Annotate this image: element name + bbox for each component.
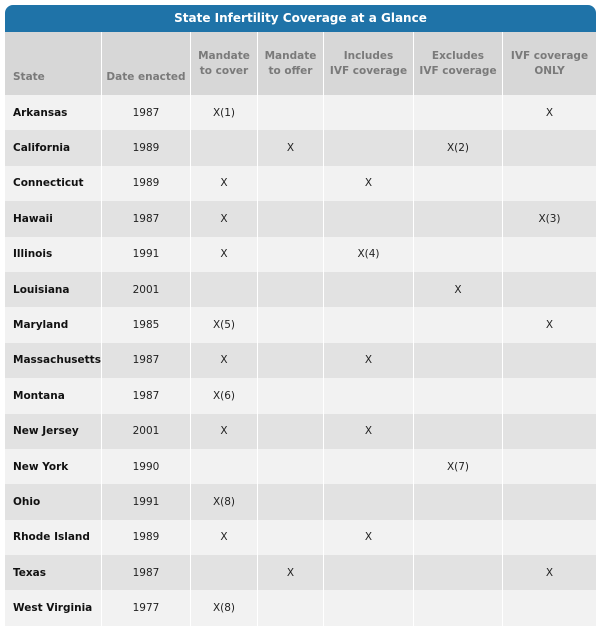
cell-cover <box>191 555 258 590</box>
header-excludes-ivf <box>414 32 503 95</box>
cell-excludes <box>414 555 503 590</box>
cell-ivf-only: X <box>503 555 596 590</box>
cell-ivf-only <box>503 343 596 378</box>
cell-ivf-only <box>503 590 596 625</box>
cell-cover: X <box>191 237 258 272</box>
cell-date: 1990 <box>102 449 191 484</box>
cell-state: Louisiana <box>5 272 102 307</box>
cell-excludes <box>414 237 503 272</box>
cell-includes: X <box>324 166 414 201</box>
table-title: State Infertility Coverage at a Glance <box>5 5 596 32</box>
cell-state: Arkansas <box>5 95 102 130</box>
header-includes-ivf-line1: Includes <box>343 49 394 62</box>
cell-offer <box>258 520 324 555</box>
cell-cover: X(5) <box>191 307 258 342</box>
header-includes-ivf <box>324 32 414 95</box>
table-row <box>5 449 596 484</box>
table-row <box>5 484 596 519</box>
cell-cover: X <box>191 201 258 236</box>
cell-excludes <box>414 201 503 236</box>
cell-ivf-only <box>503 272 596 307</box>
cell-includes <box>324 95 414 130</box>
table-row <box>5 555 596 590</box>
coverage-table <box>5 32 596 626</box>
cell-cover: X <box>191 414 258 449</box>
cell-cover <box>191 272 258 307</box>
cell-includes: X(4) <box>324 237 414 272</box>
header-date-enacted: Date enacted <box>102 32 191 95</box>
cell-ivf-only <box>503 414 596 449</box>
table-row <box>5 272 596 307</box>
cell-date: 1987 <box>102 343 191 378</box>
header-ivf-only-line2: ONLY <box>534 64 565 77</box>
cell-state: Texas <box>5 555 102 590</box>
cell-date: 2001 <box>102 414 191 449</box>
cell-offer <box>258 590 324 625</box>
cell-includes <box>324 272 414 307</box>
cell-offer <box>258 166 324 201</box>
cell-offer <box>258 414 324 449</box>
cell-state: Maryland <box>5 307 102 342</box>
cell-ivf-only: X <box>503 307 596 342</box>
cell-state: Montana <box>5 378 102 413</box>
cell-date: 1977 <box>102 590 191 625</box>
cell-date: 1987 <box>102 95 191 130</box>
header-ivf-only <box>503 32 596 95</box>
cell-cover: X <box>191 166 258 201</box>
cell-state: Illinois <box>5 237 102 272</box>
table-row <box>5 307 596 342</box>
cell-date: 1987 <box>102 201 191 236</box>
cell-offer <box>258 449 324 484</box>
table-row <box>5 414 596 449</box>
table-row <box>5 130 596 165</box>
cell-state: Connecticut <box>5 166 102 201</box>
cell-date: 1989 <box>102 520 191 555</box>
cell-offer: X <box>258 555 324 590</box>
cell-cover: X(8) <box>191 484 258 519</box>
header-mandate-to-offer-line1: Mandate <box>264 49 317 62</box>
cell-includes: X <box>324 414 414 449</box>
header-row <box>5 32 596 95</box>
table-row <box>5 590 596 625</box>
cell-ivf-only <box>503 520 596 555</box>
cell-cover: X(8) <box>191 590 258 625</box>
cell-excludes <box>414 343 503 378</box>
cell-cover: X <box>191 343 258 378</box>
cell-includes <box>324 555 414 590</box>
header-includes-ivf-line2: IVF coverage <box>329 64 408 77</box>
cell-excludes: X <box>414 272 503 307</box>
cell-excludes <box>414 484 503 519</box>
cell-cover: X <box>191 520 258 555</box>
cell-includes <box>324 378 414 413</box>
cell-state: Rhode Island <box>5 520 102 555</box>
cell-date: 1991 <box>102 237 191 272</box>
table-row <box>5 378 596 413</box>
table-row <box>5 166 596 201</box>
cell-includes: X <box>324 343 414 378</box>
cell-ivf-only: X(3) <box>503 201 596 236</box>
header-excludes-ivf-line2: IVF coverage <box>419 64 497 77</box>
cell-state: Hawaii <box>5 201 102 236</box>
cell-offer <box>258 378 324 413</box>
cell-state: New Jersey <box>5 414 102 449</box>
cell-cover <box>191 130 258 165</box>
cell-excludes <box>414 414 503 449</box>
cell-includes: X <box>324 520 414 555</box>
cell-offer <box>258 484 324 519</box>
header-mandate-to-cover-line1: Mandate <box>198 49 250 62</box>
cell-offer <box>258 201 324 236</box>
cell-date: 1987 <box>102 555 191 590</box>
cell-cover <box>191 449 258 484</box>
cell-excludes <box>414 590 503 625</box>
cell-excludes: X(7) <box>414 449 503 484</box>
header-mandate-to-cover-line2: to cover <box>199 64 249 77</box>
cell-ivf-only <box>503 449 596 484</box>
cell-excludes <box>414 307 503 342</box>
cell-ivf-only <box>503 237 596 272</box>
cell-ivf-only <box>503 378 596 413</box>
cell-excludes: X(2) <box>414 130 503 165</box>
cell-offer: X <box>258 130 324 165</box>
table-row <box>5 520 596 555</box>
header-mandate-to-offer-line2: to offer <box>268 64 313 77</box>
table-row <box>5 95 596 130</box>
cell-includes <box>324 307 414 342</box>
header-state: State <box>5 32 102 95</box>
cell-cover: X(6) <box>191 378 258 413</box>
cell-offer <box>258 237 324 272</box>
header-mandate-to-offer <box>258 32 324 95</box>
cell-includes <box>324 201 414 236</box>
table-row <box>5 237 596 272</box>
table-row <box>5 201 596 236</box>
header-excludes-ivf-line1: Excludes <box>431 49 485 62</box>
cell-includes <box>324 130 414 165</box>
cell-offer <box>258 95 324 130</box>
cell-excludes <box>414 95 503 130</box>
cell-date: 1989 <box>102 166 191 201</box>
coverage-table-container <box>5 5 596 626</box>
cell-ivf-only <box>503 484 596 519</box>
cell-includes <box>324 449 414 484</box>
cell-date: 1987 <box>102 378 191 413</box>
cell-ivf-only <box>503 130 596 165</box>
cell-offer <box>258 307 324 342</box>
cell-cover: X(1) <box>191 95 258 130</box>
cell-ivf-only <box>503 166 596 201</box>
cell-date: 2001 <box>102 272 191 307</box>
cell-state: Ohio <box>5 484 102 519</box>
cell-state: Massachusetts <box>5 343 102 378</box>
cell-includes <box>324 484 414 519</box>
header-mandate-to-cover <box>191 32 258 95</box>
cell-date: 1991 <box>102 484 191 519</box>
cell-offer <box>258 343 324 378</box>
cell-offer <box>258 272 324 307</box>
cell-includes <box>324 590 414 625</box>
cell-ivf-only: X <box>503 95 596 130</box>
cell-state: New York <box>5 449 102 484</box>
cell-excludes <box>414 520 503 555</box>
table-row <box>5 343 596 378</box>
cell-excludes <box>414 378 503 413</box>
cell-state: West Virginia <box>5 590 102 625</box>
cell-date: 1985 <box>102 307 191 342</box>
cell-state: California <box>5 130 102 165</box>
header-ivf-only-line1: IVF coverage <box>510 49 589 62</box>
cell-excludes <box>414 166 503 201</box>
cell-date: 1989 <box>102 130 191 165</box>
